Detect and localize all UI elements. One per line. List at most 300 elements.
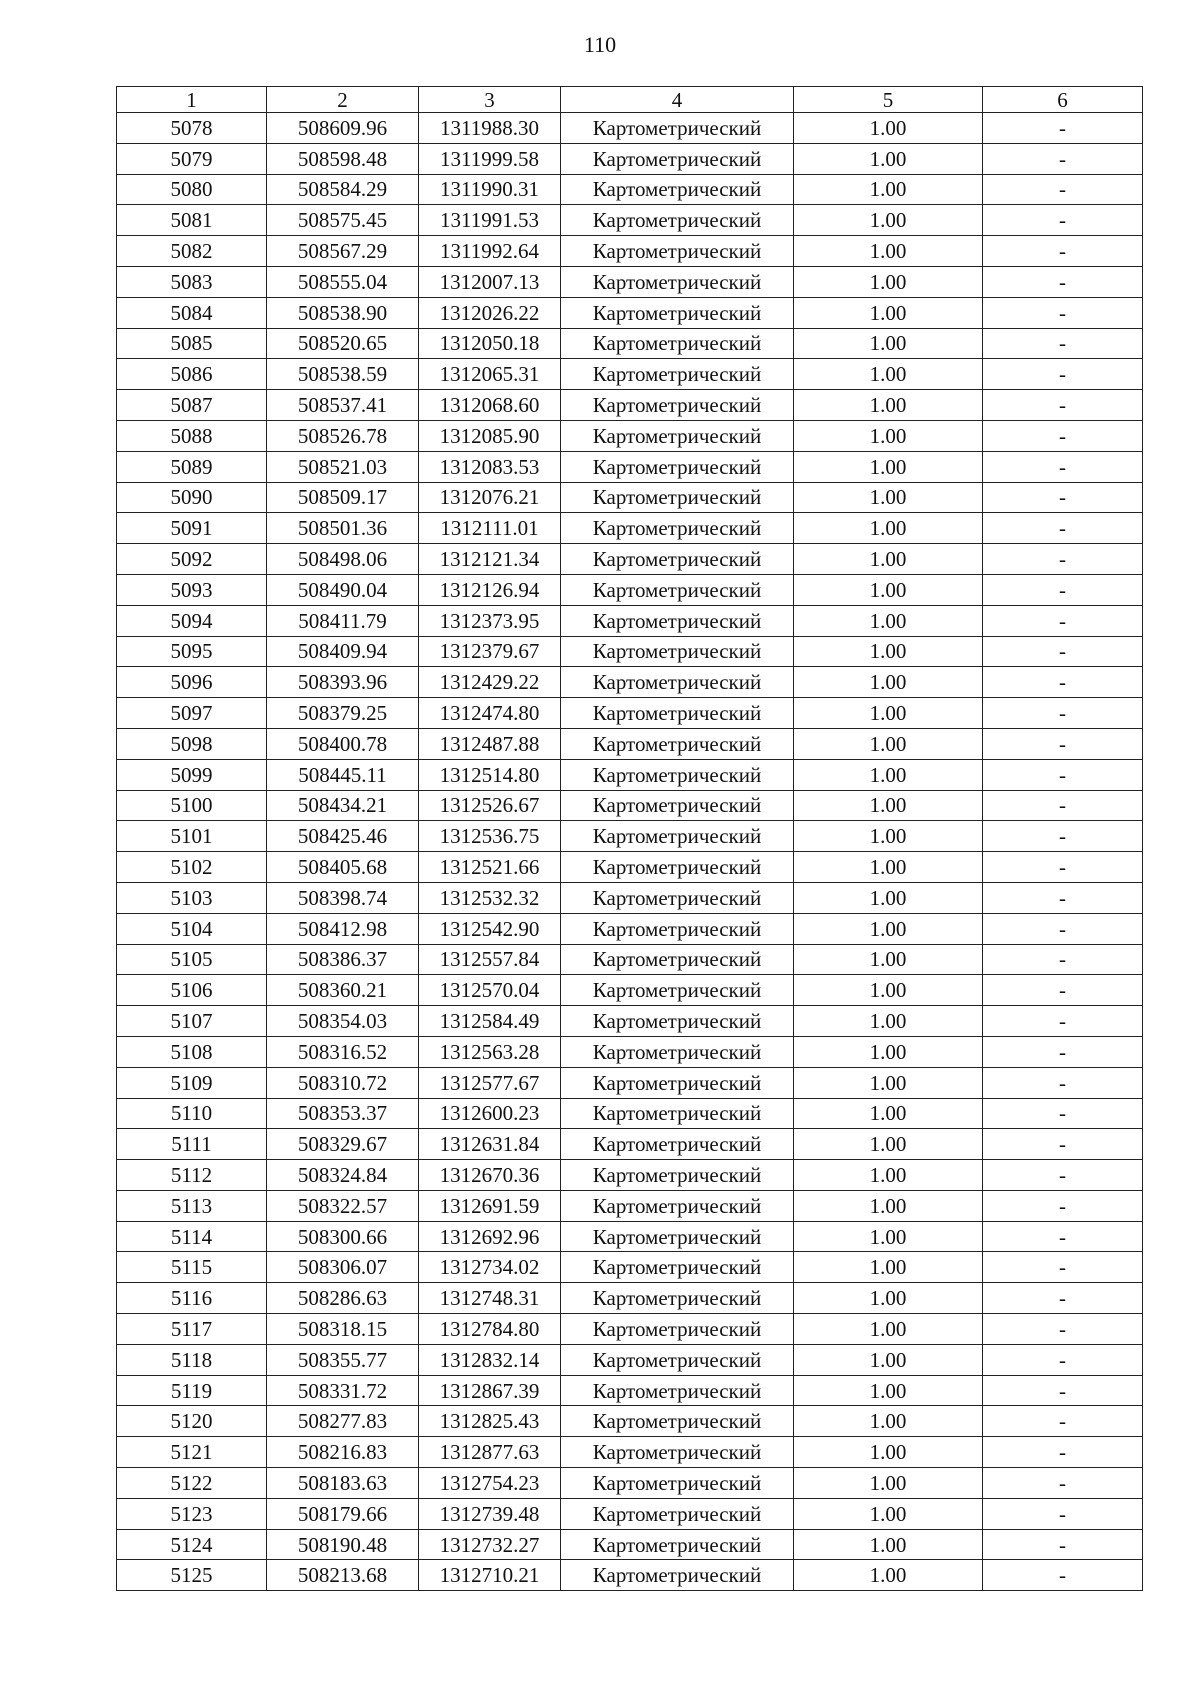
- x-coordinate-cell: 508316.52: [267, 1036, 419, 1067]
- description-cell: -: [983, 605, 1143, 636]
- x-coordinate-cell: 508355.77: [267, 1344, 419, 1375]
- method-cell: Картометрический: [561, 1190, 794, 1221]
- y-coordinate-cell: 1312050.18: [419, 328, 561, 359]
- accuracy-cell: 1.00: [794, 759, 983, 790]
- method-cell: Картометрический: [561, 328, 794, 359]
- description-cell: -: [983, 759, 1143, 790]
- table-header: [117, 87, 1143, 113]
- description-cell: -: [983, 1560, 1143, 1591]
- point-number-cell: 5085: [117, 328, 267, 359]
- page-number: 110: [583, 32, 617, 57]
- y-coordinate-cell: 1312877.63: [419, 1437, 561, 1468]
- point-number-cell: 5117: [117, 1314, 267, 1345]
- point-number-cell: 5109: [117, 1067, 267, 1098]
- description-cell: -: [983, 1314, 1143, 1345]
- x-coordinate-cell: 508331.72: [267, 1375, 419, 1406]
- column-header-4: 4: [561, 87, 794, 113]
- x-coordinate-cell: 508213.68: [267, 1560, 419, 1591]
- table-row: [117, 451, 1143, 482]
- description-cell: -: [983, 1344, 1143, 1375]
- table-row: [117, 1067, 1143, 1098]
- table-row: [117, 266, 1143, 297]
- method-cell: Картометрический: [561, 420, 794, 451]
- description-cell: -: [983, 205, 1143, 236]
- accuracy-cell: 1.00: [794, 821, 983, 852]
- description-cell: -: [983, 359, 1143, 390]
- accuracy-cell: 1.00: [794, 1406, 983, 1437]
- description-cell: -: [983, 790, 1143, 821]
- method-cell: Картометрический: [561, 728, 794, 759]
- table-row: [117, 1468, 1143, 1499]
- y-coordinate-cell: 1312474.80: [419, 698, 561, 729]
- x-coordinate-cell: 508329.67: [267, 1129, 419, 1160]
- y-coordinate-cell: 1312692.96: [419, 1221, 561, 1252]
- method-cell: Картометрический: [561, 574, 794, 605]
- table-row: [117, 852, 1143, 883]
- y-coordinate-cell: 1312007.13: [419, 266, 561, 297]
- y-coordinate-cell: 1312563.28: [419, 1036, 561, 1067]
- x-coordinate-cell: 508521.03: [267, 451, 419, 482]
- table-row: [117, 882, 1143, 913]
- point-number-cell: 5120: [117, 1406, 267, 1437]
- point-number-cell: 5121: [117, 1437, 267, 1468]
- table-row: [117, 205, 1143, 236]
- y-coordinate-cell: 1312784.80: [419, 1314, 561, 1345]
- y-coordinate-cell: 1312600.23: [419, 1098, 561, 1129]
- accuracy-cell: 1.00: [794, 852, 983, 883]
- accuracy-cell: 1.00: [794, 544, 983, 575]
- y-coordinate-cell: 1312085.90: [419, 420, 561, 451]
- point-number-cell: 5118: [117, 1344, 267, 1375]
- method-cell: Картометрический: [561, 1314, 794, 1345]
- x-coordinate-cell: 508584.29: [267, 174, 419, 205]
- method-cell: Картометрический: [561, 852, 794, 883]
- accuracy-cell: 1.00: [794, 359, 983, 390]
- accuracy-cell: 1.00: [794, 1344, 983, 1375]
- y-coordinate-cell: 1312111.01: [419, 513, 561, 544]
- point-number-cell: 5110: [117, 1098, 267, 1129]
- y-coordinate-cell: 1311988.30: [419, 113, 561, 144]
- accuracy-cell: 1.00: [794, 882, 983, 913]
- method-cell: Картометрический: [561, 544, 794, 575]
- accuracy-cell: 1.00: [794, 1006, 983, 1037]
- y-coordinate-cell: 1311999.58: [419, 143, 561, 174]
- y-coordinate-cell: 1312536.75: [419, 821, 561, 852]
- x-coordinate-cell: 508360.21: [267, 975, 419, 1006]
- header-row: [117, 87, 1143, 113]
- accuracy-cell: 1.00: [794, 1190, 983, 1221]
- point-number-cell: 5119: [117, 1375, 267, 1406]
- x-coordinate-cell: 508509.17: [267, 482, 419, 513]
- point-number-cell: 5088: [117, 420, 267, 451]
- accuracy-cell: 1.00: [794, 390, 983, 421]
- point-number-cell: 5124: [117, 1529, 267, 1560]
- y-coordinate-cell: 1312121.34: [419, 544, 561, 575]
- table-row: [117, 420, 1143, 451]
- y-coordinate-cell: 1312526.67: [419, 790, 561, 821]
- point-number-cell: 5116: [117, 1283, 267, 1314]
- y-coordinate-cell: 1312521.66: [419, 852, 561, 883]
- description-cell: -: [983, 1036, 1143, 1067]
- description-cell: -: [983, 821, 1143, 852]
- x-coordinate-cell: 508434.21: [267, 790, 419, 821]
- x-coordinate-cell: 508277.83: [267, 1406, 419, 1437]
- x-coordinate-cell: 508575.45: [267, 205, 419, 236]
- table-row: [117, 1190, 1143, 1221]
- x-coordinate-cell: 508609.96: [267, 113, 419, 144]
- method-cell: Картометрический: [561, 944, 794, 975]
- y-coordinate-cell: 1312026.22: [419, 297, 561, 328]
- point-number-cell: 5102: [117, 852, 267, 883]
- x-coordinate-cell: 508354.03: [267, 1006, 419, 1037]
- description-cell: -: [983, 1283, 1143, 1314]
- x-coordinate-cell: 508538.59: [267, 359, 419, 390]
- x-coordinate-cell: 508216.83: [267, 1437, 419, 1468]
- accuracy-cell: 1.00: [794, 420, 983, 451]
- point-number-cell: 5095: [117, 636, 267, 667]
- point-number-cell: 5106: [117, 975, 267, 1006]
- accuracy-cell: 1.00: [794, 1283, 983, 1314]
- accuracy-cell: 1.00: [794, 913, 983, 944]
- description-cell: -: [983, 1190, 1143, 1221]
- method-cell: Картометрический: [561, 790, 794, 821]
- point-number-cell: 5080: [117, 174, 267, 205]
- point-number-cell: 5099: [117, 759, 267, 790]
- table-row: [117, 390, 1143, 421]
- point-number-cell: 5113: [117, 1190, 267, 1221]
- point-number-cell: 5108: [117, 1036, 267, 1067]
- table-row: [117, 790, 1143, 821]
- y-coordinate-cell: 1312570.04: [419, 975, 561, 1006]
- method-cell: Картометрический: [561, 698, 794, 729]
- method-cell: Картометрический: [561, 1036, 794, 1067]
- table-row: [117, 1036, 1143, 1067]
- method-cell: Картометрический: [561, 1529, 794, 1560]
- table-row: [117, 143, 1143, 174]
- column-header-1: 1: [117, 87, 267, 113]
- table-row: [117, 1098, 1143, 1129]
- table-row: [117, 698, 1143, 729]
- point-number-cell: 5093: [117, 574, 267, 605]
- table-row: [117, 1498, 1143, 1529]
- point-number-cell: 5079: [117, 143, 267, 174]
- x-coordinate-cell: 508498.06: [267, 544, 419, 575]
- point-number-cell: 5089: [117, 451, 267, 482]
- x-coordinate-cell: 508555.04: [267, 266, 419, 297]
- x-coordinate-cell: 508183.63: [267, 1468, 419, 1499]
- point-number-cell: 5122: [117, 1468, 267, 1499]
- description-cell: -: [983, 667, 1143, 698]
- point-number-cell: 5103: [117, 882, 267, 913]
- accuracy-cell: 1.00: [794, 1529, 983, 1560]
- table-row: [117, 1560, 1143, 1591]
- y-coordinate-cell: 1312076.21: [419, 482, 561, 513]
- method-cell: Картометрический: [561, 1160, 794, 1191]
- x-coordinate-cell: 508324.84: [267, 1160, 419, 1191]
- accuracy-cell: 1.00: [794, 174, 983, 205]
- point-number-cell: 5083: [117, 266, 267, 297]
- accuracy-cell: 1.00: [794, 513, 983, 544]
- point-number-cell: 5125: [117, 1560, 267, 1591]
- description-cell: -: [983, 975, 1143, 1006]
- description-cell: -: [983, 266, 1143, 297]
- point-number-cell: 5097: [117, 698, 267, 729]
- description-cell: -: [983, 482, 1143, 513]
- description-cell: -: [983, 297, 1143, 328]
- x-coordinate-cell: 508445.11: [267, 759, 419, 790]
- table-row: [117, 1437, 1143, 1468]
- x-coordinate-cell: 508300.66: [267, 1221, 419, 1252]
- accuracy-cell: 1.00: [794, 482, 983, 513]
- y-coordinate-cell: 1312867.39: [419, 1375, 561, 1406]
- x-coordinate-cell: 508411.79: [267, 605, 419, 636]
- table-row: [117, 1375, 1143, 1406]
- y-coordinate-cell: 1312825.43: [419, 1406, 561, 1437]
- point-number-cell: 5100: [117, 790, 267, 821]
- y-coordinate-cell: 1312732.27: [419, 1529, 561, 1560]
- x-coordinate-cell: 508409.94: [267, 636, 419, 667]
- x-coordinate-cell: 508322.57: [267, 1190, 419, 1221]
- y-coordinate-cell: 1312532.32: [419, 882, 561, 913]
- table-row: [117, 975, 1143, 1006]
- description-cell: -: [983, 420, 1143, 451]
- y-coordinate-cell: 1312739.48: [419, 1498, 561, 1529]
- accuracy-cell: 1.00: [794, 1560, 983, 1591]
- x-coordinate-cell: 508353.37: [267, 1098, 419, 1129]
- accuracy-cell: 1.00: [794, 1221, 983, 1252]
- x-coordinate-cell: 508286.63: [267, 1283, 419, 1314]
- x-coordinate-cell: 508538.90: [267, 297, 419, 328]
- table-row: [117, 1160, 1143, 1191]
- y-coordinate-cell: 1312691.59: [419, 1190, 561, 1221]
- table-row: [117, 544, 1143, 575]
- table-row: [117, 1221, 1143, 1252]
- x-coordinate-cell: 508490.04: [267, 574, 419, 605]
- y-coordinate-cell: 1312670.36: [419, 1160, 561, 1191]
- description-cell: -: [983, 882, 1143, 913]
- table-row: [117, 1129, 1143, 1160]
- point-number-cell: 5112: [117, 1160, 267, 1191]
- y-coordinate-cell: 1312734.02: [419, 1252, 561, 1283]
- method-cell: Картометрический: [561, 451, 794, 482]
- method-cell: Картометрический: [561, 1006, 794, 1037]
- accuracy-cell: 1.00: [794, 297, 983, 328]
- method-cell: Картометрический: [561, 1468, 794, 1499]
- method-cell: Картометрический: [561, 1129, 794, 1160]
- x-coordinate-cell: 508379.25: [267, 698, 419, 729]
- x-coordinate-cell: 508520.65: [267, 328, 419, 359]
- point-number-cell: 5111: [117, 1129, 267, 1160]
- description-cell: -: [983, 236, 1143, 267]
- y-coordinate-cell: 1312126.94: [419, 574, 561, 605]
- x-coordinate-cell: 508537.41: [267, 390, 419, 421]
- accuracy-cell: 1.00: [794, 143, 983, 174]
- x-coordinate-cell: 508306.07: [267, 1252, 419, 1283]
- table-row: [117, 728, 1143, 759]
- description-cell: -: [983, 544, 1143, 575]
- accuracy-cell: 1.00: [794, 1036, 983, 1067]
- column-header-6: 6: [983, 87, 1143, 113]
- x-coordinate-cell: 508400.78: [267, 728, 419, 759]
- table-row: [117, 174, 1143, 205]
- point-number-cell: 5090: [117, 482, 267, 513]
- description-cell: -: [983, 1006, 1143, 1037]
- x-coordinate-cell: 508412.98: [267, 913, 419, 944]
- x-coordinate-cell: 508318.15: [267, 1314, 419, 1345]
- accuracy-cell: 1.00: [794, 1468, 983, 1499]
- accuracy-cell: 1.00: [794, 1160, 983, 1191]
- point-number-cell: 5091: [117, 513, 267, 544]
- method-cell: Картометрический: [561, 143, 794, 174]
- y-coordinate-cell: 1312832.14: [419, 1344, 561, 1375]
- accuracy-cell: 1.00: [794, 1498, 983, 1529]
- description-cell: -: [983, 636, 1143, 667]
- point-number-cell: 5105: [117, 944, 267, 975]
- table-row: [117, 1314, 1143, 1345]
- method-cell: Картометрический: [561, 605, 794, 636]
- point-number-cell: 5081: [117, 205, 267, 236]
- y-coordinate-cell: 1312710.21: [419, 1560, 561, 1591]
- accuracy-cell: 1.00: [794, 944, 983, 975]
- method-cell: Картометрический: [561, 513, 794, 544]
- accuracy-cell: 1.00: [794, 667, 983, 698]
- x-coordinate-cell: 508567.29: [267, 236, 419, 267]
- x-coordinate-cell: 508501.36: [267, 513, 419, 544]
- y-coordinate-cell: 1311990.31: [419, 174, 561, 205]
- method-cell: Картометрический: [561, 1375, 794, 1406]
- method-cell: Картометрический: [561, 1560, 794, 1591]
- accuracy-cell: 1.00: [794, 790, 983, 821]
- method-cell: Картометрический: [561, 1344, 794, 1375]
- x-coordinate-cell: 508405.68: [267, 852, 419, 883]
- table-row: [117, 1283, 1143, 1314]
- column-header-3: 3: [419, 87, 561, 113]
- accuracy-cell: 1.00: [794, 236, 983, 267]
- table-row: [117, 297, 1143, 328]
- method-cell: Картометрический: [561, 1252, 794, 1283]
- method-cell: Картометрический: [561, 266, 794, 297]
- description-cell: -: [983, 1529, 1143, 1560]
- accuracy-cell: 1.00: [794, 113, 983, 144]
- x-coordinate-cell: 508393.96: [267, 667, 419, 698]
- x-coordinate-cell: 508310.72: [267, 1067, 419, 1098]
- description-cell: -: [983, 1129, 1143, 1160]
- method-cell: Картометрический: [561, 1406, 794, 1437]
- description-cell: -: [983, 174, 1143, 205]
- y-coordinate-cell: 1312584.49: [419, 1006, 561, 1037]
- method-cell: Картометрический: [561, 113, 794, 144]
- table-row: [117, 944, 1143, 975]
- y-coordinate-cell: 1312487.88: [419, 728, 561, 759]
- description-cell: -: [983, 1406, 1143, 1437]
- table-row: [117, 359, 1143, 390]
- accuracy-cell: 1.00: [794, 636, 983, 667]
- description-cell: -: [983, 1221, 1143, 1252]
- method-cell: Картометрический: [561, 297, 794, 328]
- description-cell: -: [983, 1468, 1143, 1499]
- accuracy-cell: 1.00: [794, 605, 983, 636]
- method-cell: Картометрический: [561, 1283, 794, 1314]
- table-row: [117, 821, 1143, 852]
- y-coordinate-cell: 1312083.53: [419, 451, 561, 482]
- x-coordinate-cell: 508179.66: [267, 1498, 419, 1529]
- table-row: [117, 913, 1143, 944]
- table-row: [117, 574, 1143, 605]
- accuracy-cell: 1.00: [794, 266, 983, 297]
- y-coordinate-cell: 1312373.95: [419, 605, 561, 636]
- y-coordinate-cell: 1311991.53: [419, 205, 561, 236]
- accuracy-cell: 1.00: [794, 975, 983, 1006]
- y-coordinate-cell: 1312542.90: [419, 913, 561, 944]
- y-coordinate-cell: 1312631.84: [419, 1129, 561, 1160]
- point-number-cell: 5104: [117, 913, 267, 944]
- method-cell: Картометрический: [561, 821, 794, 852]
- table-row: [117, 1406, 1143, 1437]
- description-cell: -: [983, 1498, 1143, 1529]
- point-number-cell: 5087: [117, 390, 267, 421]
- method-cell: Картометрический: [561, 1098, 794, 1129]
- method-cell: Картометрический: [561, 913, 794, 944]
- table-row: [117, 1344, 1143, 1375]
- accuracy-cell: 1.00: [794, 1129, 983, 1160]
- accuracy-cell: 1.00: [794, 1437, 983, 1468]
- table-row: [117, 513, 1143, 544]
- description-cell: -: [983, 328, 1143, 359]
- table-row: [117, 1529, 1143, 1560]
- point-number-cell: 5098: [117, 728, 267, 759]
- accuracy-cell: 1.00: [794, 328, 983, 359]
- table-row: [117, 328, 1143, 359]
- method-cell: Картометрический: [561, 236, 794, 267]
- point-number-cell: 5084: [117, 297, 267, 328]
- method-cell: Картометрический: [561, 359, 794, 390]
- y-coordinate-cell: 1312065.31: [419, 359, 561, 390]
- accuracy-cell: 1.00: [794, 205, 983, 236]
- accuracy-cell: 1.00: [794, 1098, 983, 1129]
- description-cell: -: [983, 728, 1143, 759]
- description-cell: -: [983, 513, 1143, 544]
- column-header-5: 5: [794, 87, 983, 113]
- x-coordinate-cell: 508598.48: [267, 143, 419, 174]
- accuracy-cell: 1.00: [794, 698, 983, 729]
- description-cell: -: [983, 1375, 1143, 1406]
- description-cell: -: [983, 390, 1143, 421]
- table-row: [117, 1006, 1143, 1037]
- description-cell: -: [983, 143, 1143, 174]
- method-cell: Картометрический: [561, 759, 794, 790]
- description-cell: -: [983, 1160, 1143, 1191]
- table-row: [117, 113, 1143, 144]
- table-row: [117, 605, 1143, 636]
- coordinates-table: [116, 86, 1143, 1591]
- description-cell: -: [983, 113, 1143, 144]
- column-header-2: 2: [267, 87, 419, 113]
- method-cell: Картометрический: [561, 636, 794, 667]
- accuracy-cell: 1.00: [794, 1375, 983, 1406]
- method-cell: Картометрический: [561, 667, 794, 698]
- point-number-cell: 5094: [117, 605, 267, 636]
- point-number-cell: 5096: [117, 667, 267, 698]
- x-coordinate-cell: 508398.74: [267, 882, 419, 913]
- x-coordinate-cell: 508526.78: [267, 420, 419, 451]
- method-cell: Картометрический: [561, 390, 794, 421]
- method-cell: Картометрический: [561, 975, 794, 1006]
- table-row: [117, 236, 1143, 267]
- method-cell: Картометрический: [561, 205, 794, 236]
- description-cell: -: [983, 1252, 1143, 1283]
- method-cell: Картометрический: [561, 1498, 794, 1529]
- accuracy-cell: 1.00: [794, 574, 983, 605]
